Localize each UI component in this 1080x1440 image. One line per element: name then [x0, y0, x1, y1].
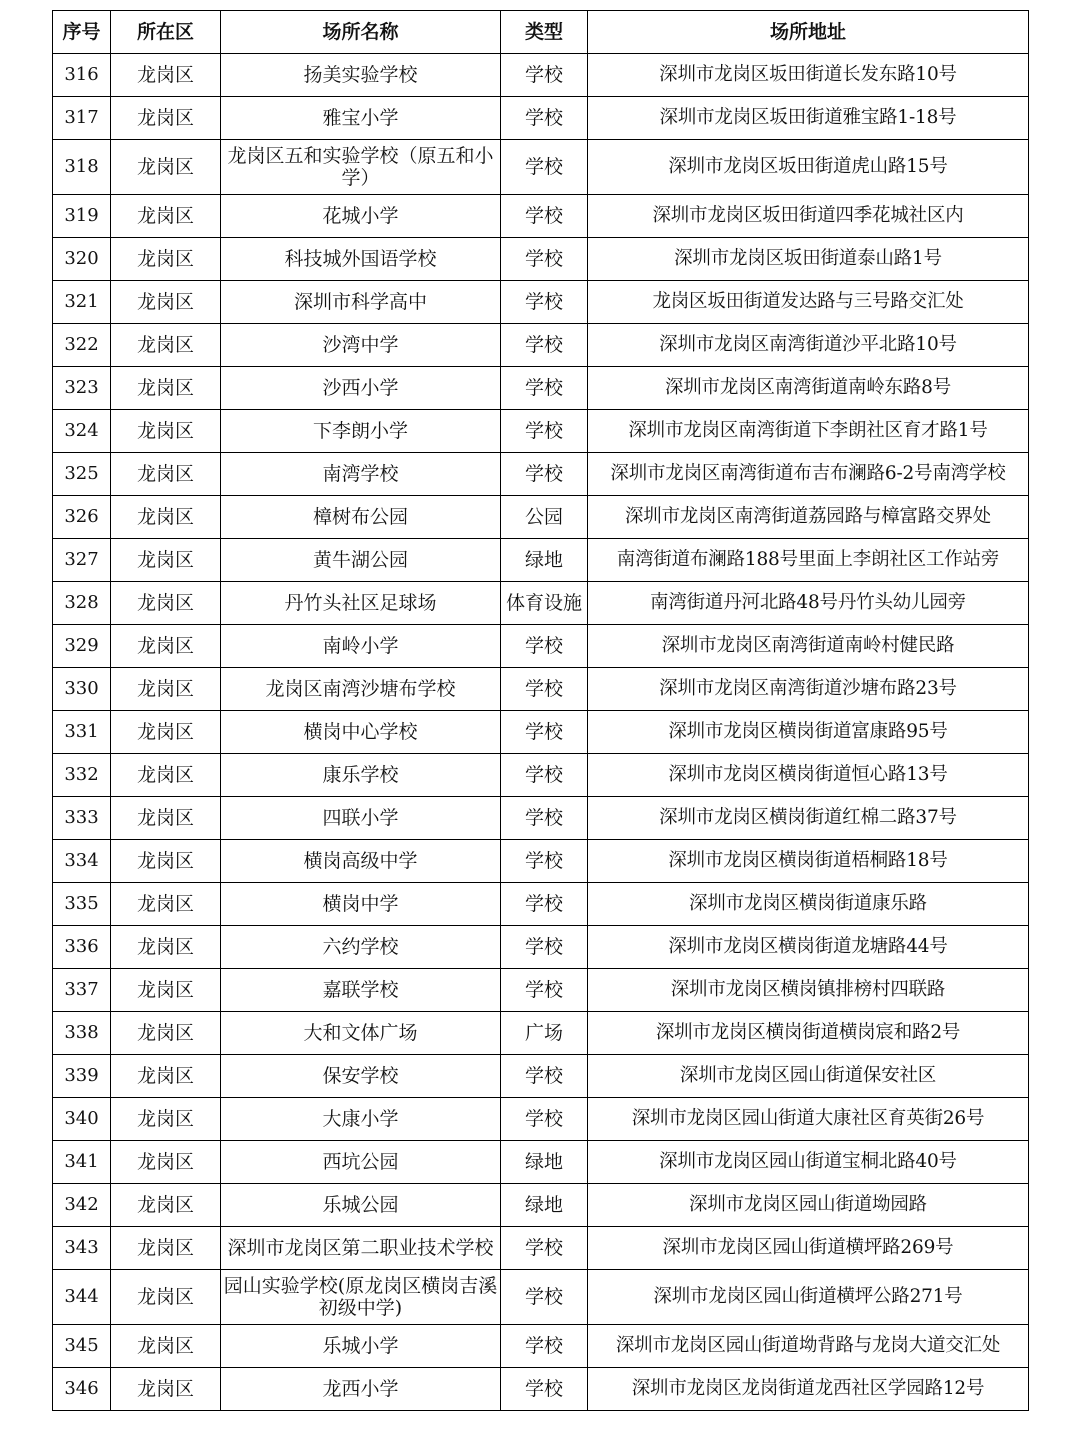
cell-no: 333 — [53, 797, 111, 840]
cell-address: 深圳市龙岗区南湾街道下李朗社区育才路1号 — [588, 410, 1029, 453]
cell-district: 龙岗区 — [111, 367, 221, 410]
cell-district: 龙岗区 — [111, 840, 221, 883]
cell-address: 深圳市龙岗区园山街道大康社区育英街26号 — [588, 1098, 1029, 1141]
cell-name: 沙湾中学 — [221, 324, 501, 367]
cell-no: 338 — [53, 1012, 111, 1055]
cell-no: 316 — [53, 54, 111, 97]
cell-name: 南岭小学 — [221, 625, 501, 668]
table-row — [53, 797, 1029, 840]
cell-district: 龙岗区 — [111, 195, 221, 238]
cell-no: 327 — [53, 539, 111, 582]
col-header-address: 场所地址 — [588, 11, 1029, 54]
cell-district: 龙岗区 — [111, 324, 221, 367]
cell-district: 龙岗区 — [111, 1270, 221, 1325]
table-row — [53, 238, 1029, 281]
cell-name: 康乐学校 — [221, 754, 501, 797]
cell-type: 学校 — [501, 754, 588, 797]
cell-address: 深圳市龙岗区坂田街道虎山路15号 — [588, 140, 1029, 195]
table-row — [53, 281, 1029, 324]
cell-type: 学校 — [501, 1227, 588, 1270]
cell-name: 横岗高级中学 — [221, 840, 501, 883]
cell-name: 西坑公园 — [221, 1141, 501, 1184]
cell-no: 321 — [53, 281, 111, 324]
table-row — [53, 1270, 1029, 1325]
cell-type: 学校 — [501, 711, 588, 754]
cell-no: 329 — [53, 625, 111, 668]
table-row — [53, 668, 1029, 711]
cell-address: 南湾街道丹河北路48号丹竹头幼儿园旁 — [588, 582, 1029, 625]
cell-name: 丹竹头社区足球场 — [221, 582, 501, 625]
cell-address: 龙岗区坂田街道发达路与三号路交汇处 — [588, 281, 1029, 324]
cell-district: 龙岗区 — [111, 1055, 221, 1098]
cell-address: 深圳市龙岗区横岗街道横岗宸和路2号 — [588, 1012, 1029, 1055]
col-header-district: 所在区 — [111, 11, 221, 54]
cell-name: 科技城外国语学校 — [221, 238, 501, 281]
cell-no: 320 — [53, 238, 111, 281]
cell-no: 331 — [53, 711, 111, 754]
table-row — [53, 1098, 1029, 1141]
cell-name: 下李朗小学 — [221, 410, 501, 453]
cell-district: 龙岗区 — [111, 281, 221, 324]
cell-address: 深圳市龙岗区南湾街道南岭东路8号 — [588, 367, 1029, 410]
cell-type: 学校 — [501, 840, 588, 883]
cell-name: 大和文体广场 — [221, 1012, 501, 1055]
cell-type: 学校 — [501, 1325, 588, 1368]
cell-no: 324 — [53, 410, 111, 453]
cell-type: 公园 — [501, 496, 588, 539]
cell-type: 学校 — [501, 625, 588, 668]
cell-district: 龙岗区 — [111, 140, 221, 195]
cell-type: 学校 — [501, 668, 588, 711]
table-row — [53, 1141, 1029, 1184]
table-row — [53, 926, 1029, 969]
cell-no: 328 — [53, 582, 111, 625]
table-row — [53, 1368, 1029, 1411]
cell-no: 339 — [53, 1055, 111, 1098]
cell-no: 322 — [53, 324, 111, 367]
table-row — [53, 754, 1029, 797]
cell-type: 学校 — [501, 969, 588, 1012]
cell-type: 绿地 — [501, 1141, 588, 1184]
cell-address: 深圳市龙岗区横岗街道恒心路13号 — [588, 754, 1029, 797]
cell-address: 深圳市龙岗区坂田街道雅宝路1-18号 — [588, 97, 1029, 140]
cell-name: 四联小学 — [221, 797, 501, 840]
cell-type: 学校 — [501, 797, 588, 840]
cell-no: 337 — [53, 969, 111, 1012]
cell-type: 绿地 — [501, 1184, 588, 1227]
table-row — [53, 453, 1029, 496]
cell-no: 341 — [53, 1141, 111, 1184]
cell-address: 深圳市龙岗区园山街道保安社区 — [588, 1055, 1029, 1098]
cell-type: 学校 — [501, 367, 588, 410]
cell-no: 345 — [53, 1325, 111, 1368]
cell-name: 龙西小学 — [221, 1368, 501, 1411]
cell-type: 广场 — [501, 1012, 588, 1055]
table-row — [53, 195, 1029, 238]
cell-address: 深圳市龙岗区南湾街道荔园路与樟富路交界处 — [588, 496, 1029, 539]
cell-no: 332 — [53, 754, 111, 797]
cell-name: 龙岗区五和实验学校（原五和小学） — [221, 140, 501, 195]
cell-district: 龙岗区 — [111, 1141, 221, 1184]
cell-no: 344 — [53, 1270, 111, 1325]
cell-address: 南湾街道布澜路188号里面上李朗社区工作站旁 — [588, 539, 1029, 582]
cell-district: 龙岗区 — [111, 711, 221, 754]
table-row — [53, 1055, 1029, 1098]
cell-type: 学校 — [501, 1270, 588, 1325]
col-header-name: 场所名称 — [221, 11, 501, 54]
cell-district: 龙岗区 — [111, 410, 221, 453]
cell-no: 340 — [53, 1098, 111, 1141]
cell-name: 黄牛湖公园 — [221, 539, 501, 582]
cell-district: 龙岗区 — [111, 1368, 221, 1411]
cell-address: 深圳市龙岗区园山街道坳背路与龙岗大道交汇处 — [588, 1325, 1029, 1368]
cell-name: 雅宝小学 — [221, 97, 501, 140]
table-row — [53, 711, 1029, 754]
table-row — [53, 582, 1029, 625]
cell-address: 深圳市龙岗区坂田街道泰山路1号 — [588, 238, 1029, 281]
cell-address: 深圳市龙岗区坂田街道长发东路10号 — [588, 54, 1029, 97]
table-row — [53, 883, 1029, 926]
cell-name: 保安学校 — [221, 1055, 501, 1098]
cell-type: 学校 — [501, 1368, 588, 1411]
cell-type: 绿地 — [501, 539, 588, 582]
table-row — [53, 410, 1029, 453]
cell-name: 深圳市科学高中 — [221, 281, 501, 324]
cell-type: 学校 — [501, 97, 588, 140]
cell-type: 学校 — [501, 324, 588, 367]
cell-address: 深圳市龙岗区南湾街道沙平北路10号 — [588, 324, 1029, 367]
cell-address: 深圳市龙岗区龙岗街道龙西社区学园路12号 — [588, 1368, 1029, 1411]
cell-type: 学校 — [501, 54, 588, 97]
cell-type: 学校 — [501, 410, 588, 453]
cell-no: 330 — [53, 668, 111, 711]
cell-no: 346 — [53, 1368, 111, 1411]
cell-type: 学校 — [501, 1098, 588, 1141]
cell-district: 龙岗区 — [111, 926, 221, 969]
cell-address: 深圳市龙岗区横岗街道富康路95号 — [588, 711, 1029, 754]
cell-type: 体育设施 — [501, 582, 588, 625]
cell-district: 龙岗区 — [111, 54, 221, 97]
table-row — [53, 140, 1029, 195]
cell-type: 学校 — [501, 453, 588, 496]
cell-name: 扬美实验学校 — [221, 54, 501, 97]
col-header-no: 序号 — [53, 11, 111, 54]
cell-district: 龙岗区 — [111, 238, 221, 281]
cell-district: 龙岗区 — [111, 582, 221, 625]
cell-address: 深圳市龙岗区园山街道横坪公路271号 — [588, 1270, 1029, 1325]
cell-name: 龙岗区南湾沙塘布学校 — [221, 668, 501, 711]
cell-no: 323 — [53, 367, 111, 410]
cell-name: 深圳市龙岗区第二职业技术学校 — [221, 1227, 501, 1270]
table-row — [53, 539, 1029, 582]
cell-name: 园山实验学校(原龙岗区横岗吉溪初级中学) — [221, 1270, 501, 1325]
cell-name: 樟树布公园 — [221, 496, 501, 539]
cell-no: 335 — [53, 883, 111, 926]
cell-district: 龙岗区 — [111, 625, 221, 668]
cell-type: 学校 — [501, 926, 588, 969]
cell-district: 龙岗区 — [111, 1012, 221, 1055]
cell-type: 学校 — [501, 238, 588, 281]
cell-district: 龙岗区 — [111, 969, 221, 1012]
cell-address: 深圳市龙岗区园山街道宝桐北路40号 — [588, 1141, 1029, 1184]
cell-district: 龙岗区 — [111, 1098, 221, 1141]
cell-name: 花城小学 — [221, 195, 501, 238]
cell-address: 深圳市龙岗区坂田街道四季花城社区内 — [588, 195, 1029, 238]
cell-address: 深圳市龙岗区横岗街道红棉二路37号 — [588, 797, 1029, 840]
cell-district: 龙岗区 — [111, 1184, 221, 1227]
cell-district: 龙岗区 — [111, 453, 221, 496]
cell-name: 横岗中心学校 — [221, 711, 501, 754]
cell-type: 学校 — [501, 883, 588, 926]
cell-district: 龙岗区 — [111, 668, 221, 711]
table-body — [53, 54, 1029, 1411]
table-row — [53, 367, 1029, 410]
table-row — [53, 969, 1029, 1012]
cell-district: 龙岗区 — [111, 1227, 221, 1270]
table-row — [53, 324, 1029, 367]
table-row — [53, 54, 1029, 97]
cell-name: 沙西小学 — [221, 367, 501, 410]
cell-address: 深圳市龙岗区横岗街道康乐路 — [588, 883, 1029, 926]
cell-address: 深圳市龙岗区横岗街道龙塘路44号 — [588, 926, 1029, 969]
cell-district: 龙岗区 — [111, 496, 221, 539]
cell-address: 深圳市龙岗区园山街道横坪路269号 — [588, 1227, 1029, 1270]
cell-district: 龙岗区 — [111, 754, 221, 797]
cell-address: 深圳市龙岗区横岗街道梧桐路18号 — [588, 840, 1029, 883]
table-row — [53, 1325, 1029, 1368]
cell-type: 学校 — [501, 140, 588, 195]
cell-address: 深圳市龙岗区南湾街道布吉布澜路6-2号南湾学校 — [588, 453, 1029, 496]
table-row — [53, 496, 1029, 539]
cell-no: 334 — [53, 840, 111, 883]
cell-district: 龙岗区 — [111, 97, 221, 140]
cell-name: 乐城小学 — [221, 1325, 501, 1368]
cell-no: 319 — [53, 195, 111, 238]
table-row — [53, 625, 1029, 668]
cell-address: 深圳市龙岗区园山街道坳园路 — [588, 1184, 1029, 1227]
cell-no: 342 — [53, 1184, 111, 1227]
cell-address: 深圳市龙岗区南湾街道南岭村健民路 — [588, 625, 1029, 668]
cell-type: 学校 — [501, 195, 588, 238]
venue-table — [52, 10, 1029, 1411]
cell-no: 326 — [53, 496, 111, 539]
table-row — [53, 840, 1029, 883]
table-row — [53, 1227, 1029, 1270]
cell-name: 大康小学 — [221, 1098, 501, 1141]
cell-no: 343 — [53, 1227, 111, 1270]
col-header-type: 类型 — [501, 11, 588, 54]
table-row — [53, 1184, 1029, 1227]
cell-name: 嘉联学校 — [221, 969, 501, 1012]
table-row — [53, 97, 1029, 140]
cell-name: 横岗中学 — [221, 883, 501, 926]
cell-no: 318 — [53, 140, 111, 195]
cell-address: 深圳市龙岗区横岗镇排榜村四联路 — [588, 969, 1029, 1012]
cell-no: 317 — [53, 97, 111, 140]
cell-district: 龙岗区 — [111, 1325, 221, 1368]
header-row — [53, 11, 1029, 54]
cell-type: 学校 — [501, 281, 588, 324]
cell-district: 龙岗区 — [111, 883, 221, 926]
cell-name: 六约学校 — [221, 926, 501, 969]
cell-name: 南湾学校 — [221, 453, 501, 496]
cell-district: 龙岗区 — [111, 539, 221, 582]
cell-district: 龙岗区 — [111, 797, 221, 840]
cell-type: 学校 — [501, 1055, 588, 1098]
cell-name: 乐城公园 — [221, 1184, 501, 1227]
cell-address: 深圳市龙岗区南湾街道沙塘布路23号 — [588, 668, 1029, 711]
cell-no: 325 — [53, 453, 111, 496]
table-row — [53, 1012, 1029, 1055]
cell-no: 336 — [53, 926, 111, 969]
